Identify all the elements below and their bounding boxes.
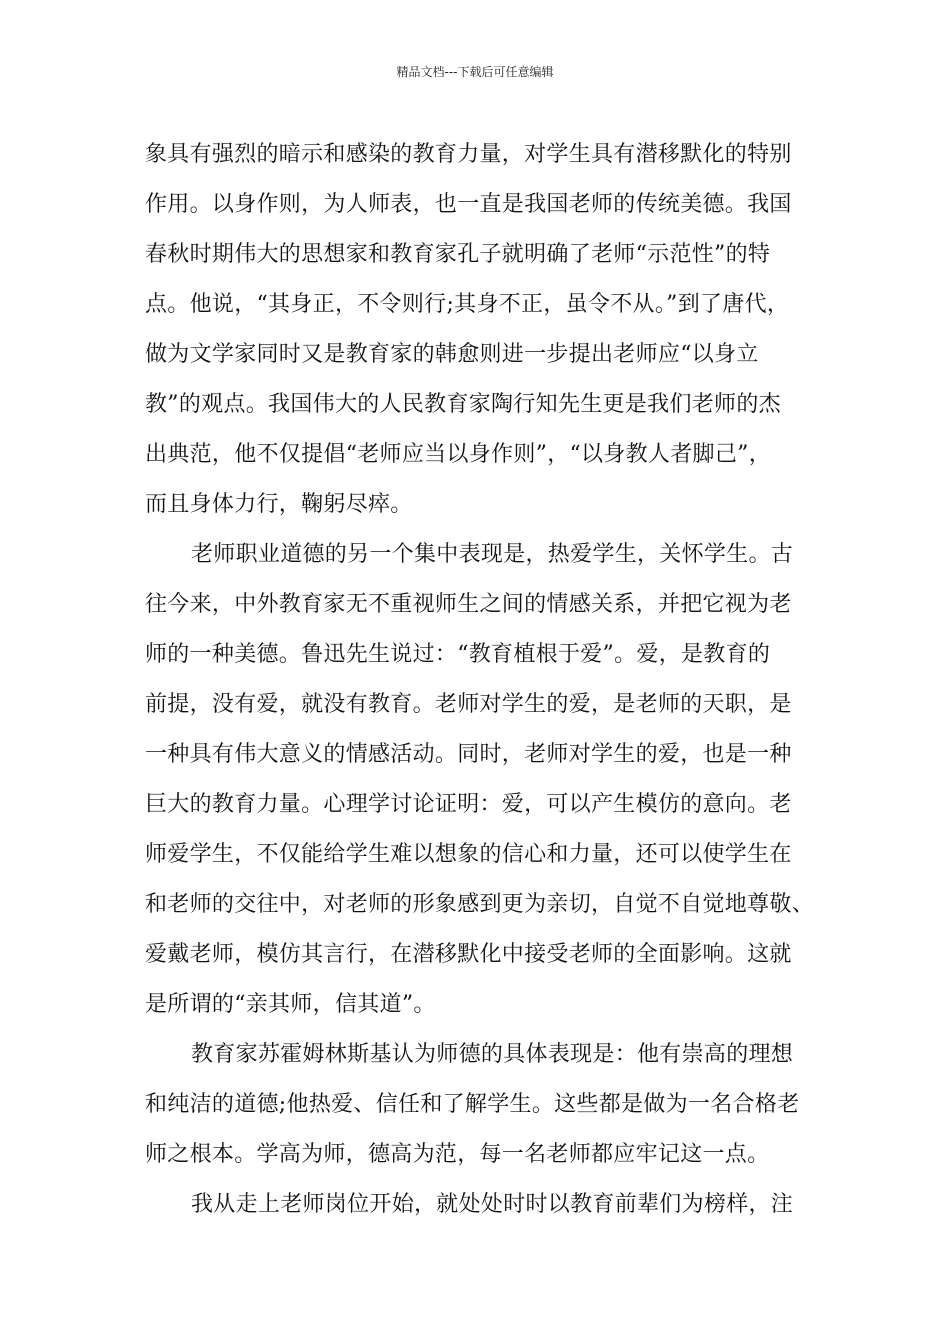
body-text xyxy=(145,130,825,1230)
text-line: 一种具有伟大意义的情感活动。同时，老师对学生的爱，也是一种 xyxy=(145,742,792,767)
text-line: 象具有强烈的暗示和感染的教育力量，对学生具有潜移默化的特别 xyxy=(145,142,792,167)
text-line: 我从走上老师岗位开始，就处处时时以教育前辈们为榜样，注 xyxy=(191,1192,794,1217)
text-line: 和纯洁的道德;他热爱、信任和了解学生。这些都是做为一名合格老 xyxy=(145,1092,800,1117)
text-line: 和老师的交往中，对老师的形象感到更为亲切，自觉不自觉地尊敬、 xyxy=(145,892,815,917)
text-line: 巨大的教育力量。心理学讨论证明：爱，可以产生模仿的意向。老 xyxy=(145,792,792,817)
text-line: 前提，没有爱，就没有教育。老师对学生的爱，是老师的天职，是 xyxy=(145,692,792,717)
text-line: 爱戴老师，模仿其言行，在潜移默化中接受老师的全面影响。这就 xyxy=(145,942,792,967)
text-line: 做为文学家同时又是教育家的韩愈则进一步提出老师应“以身立 xyxy=(145,342,759,367)
paragraph xyxy=(145,1180,825,1230)
text-line: 而且身体力行，鞠躬尽瘁。 xyxy=(145,492,413,517)
text-line: 师爱学生，不仅能给学生难以想象的信心和力量，还可以使学生在 xyxy=(145,842,792,867)
text-line: 是所谓的“亲其师，信其道”。 xyxy=(145,992,436,1017)
text-line: 往今来，中外教育家无不重视师生之间的情感关系，并把它视为老 xyxy=(145,592,792,617)
paragraph xyxy=(145,130,825,530)
text-line: 春秋时期伟大的思想家和教育家孔子就明确了老师“示范性”的特 xyxy=(145,242,771,267)
text-line: 作用。以身作则，为人师表，也一直是我国老师的传统美德。我国 xyxy=(145,192,792,217)
text-line: 教”的观点。我国伟大的人民教育家陶行知先生更是我们老师的杰 xyxy=(145,392,781,417)
text-line: 师的一种美德。鲁迅先生说过：“教育植根于爱”。爱，是教育的 xyxy=(145,642,771,667)
page-header: 精品文档---下载后可任意编辑 xyxy=(396,65,554,79)
paragraph xyxy=(145,530,825,1030)
paragraph xyxy=(145,1030,825,1180)
text-line: 师之根本。学高为师，德高为范，每一名老师都应牢记这一点。 xyxy=(145,1142,770,1167)
text-line: 出典范，他不仅提倡“老师应当以身作则”，“以身教人者脚己”， xyxy=(145,442,771,467)
text-line: 点。他说，“其身正，不令则行;其身不正，虽令不从。”到了唐代， xyxy=(145,292,790,317)
text-line: 教育家苏霍姆林斯基认为师德的具体表现是：他有崇高的理想 xyxy=(191,1042,794,1067)
text-line: 老师职业道德的另一个集中表现是，热爱学生，关怀学生。古 xyxy=(191,542,794,567)
